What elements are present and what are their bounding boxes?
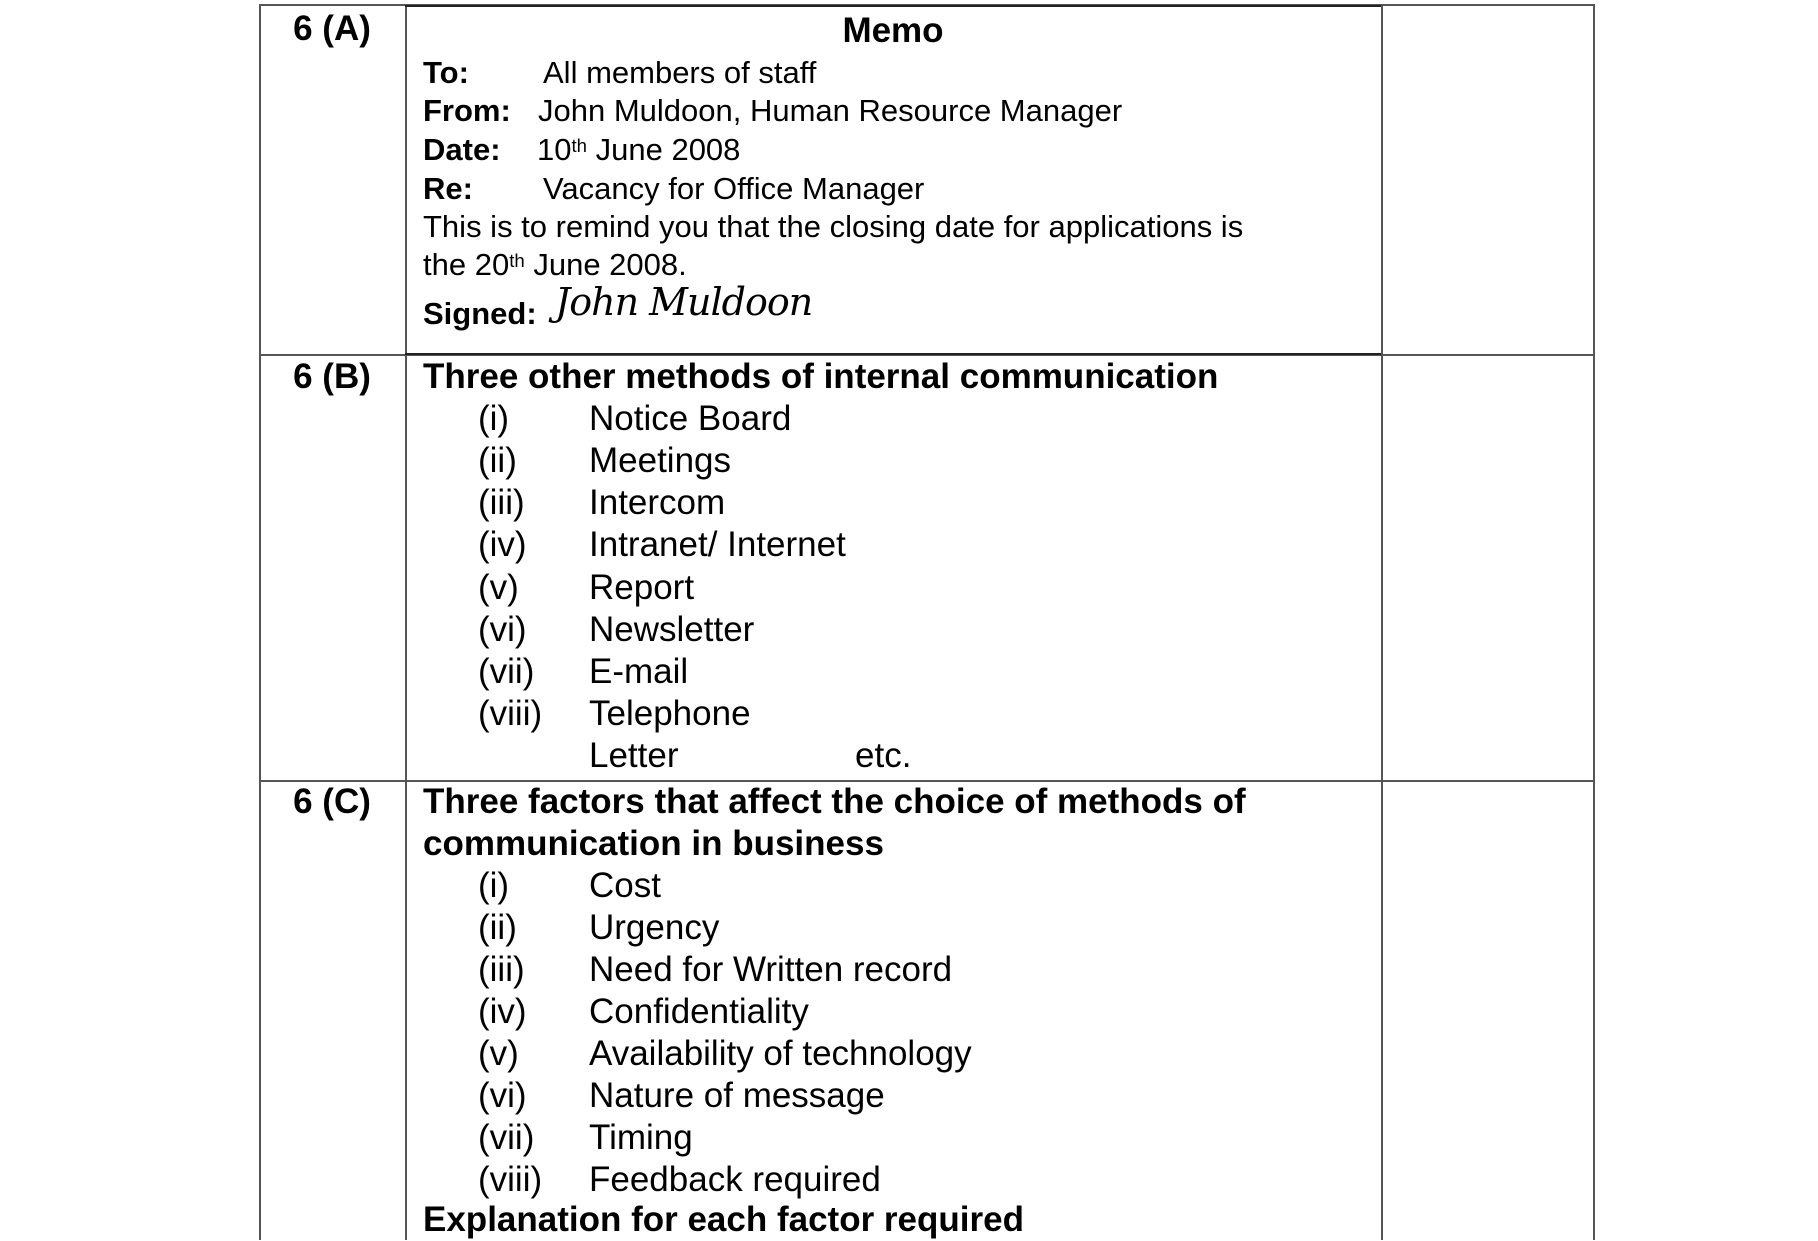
memo-box-top [405,5,1381,7]
list-item-label: Nature of message [589,1076,885,1115]
list-item-label: Notice Board [589,399,792,438]
list-item-number: (vi) [478,1076,527,1115]
memo-date-label: Date: [423,132,501,167]
memo-date-value [537,131,740,169]
list-item-number: (v) [478,1034,519,1073]
list-item-label: Telephone [589,694,751,733]
list-item-label: Urgency [589,908,720,947]
table-divider-content [1381,4,1383,1240]
list-item-number: (iv) [478,525,527,564]
list-item-number: (vi) [478,610,527,649]
memo-body-line-2-sup: th [509,250,525,271]
list-item-number: (vii) [478,652,535,691]
table-border-left [259,4,261,1240]
list-item-number: (viii) [478,694,543,733]
table-border-right [1593,4,1595,1240]
memo-box-bottom [405,353,1381,355]
question-number-a: 6 (A) [293,9,371,48]
section-b-heading: Three other methods of internal communication [423,357,1219,396]
memo-body-line-2 [423,246,687,284]
memo-re-value: Vacancy for Office Manager [543,171,925,206]
memo-re-label: Re: [423,171,473,206]
memo-from-label: From: [423,93,511,128]
list-item-label: Intercom [589,483,726,522]
question-number-c: 6 (C) [293,782,371,821]
list-item-label: Meetings [589,441,732,480]
list-item-label: Timing [589,1118,693,1157]
list-item-number: (viii) [478,1160,543,1199]
memo-body-line-2-pre: the 20 [423,247,510,282]
list-item-number: (i) [478,866,510,905]
memo-body-line-2-post: June 2008. [524,247,687,282]
list-item-number: (ii) [478,441,517,480]
memo-date-suffix: th [571,135,587,156]
list-item-label: Availability of technology [589,1034,972,1073]
memo-signature: John Muldoon [555,280,813,324]
list-item-number: (iv) [478,992,527,1031]
table-divider-qnum [405,4,407,1240]
list-item-number: (vii) [478,1118,535,1157]
list-item-label: Need for Written record [589,950,953,989]
list-item-label: Feedback required [589,1160,881,1199]
memo-date-rest: June 2008 [587,132,741,167]
section-c-footer: Explanation for each factor required [423,1200,1024,1239]
list-item-number: (i) [478,399,510,438]
list-item-number: (ii) [478,908,517,947]
memo-to-value: All members of staff [543,55,817,90]
list-item-etc: etc. [855,736,912,775]
memo-from-value: John Muldoon, Human Resource Manager [538,93,1123,128]
list-item-label: Report [589,568,695,607]
list-item-label: E-mail [589,652,689,691]
list-item-label: Intranet/ Internet [589,525,846,564]
list-item-number: (iii) [478,483,525,522]
list-item-label: Cost [589,866,661,905]
list-item-number: (v) [478,568,519,607]
memo-date-day: 10 [537,132,572,167]
question-number-b: 6 (B) [293,357,371,396]
memo-signed-label: Signed: [423,296,537,331]
list-item-number: (iii) [478,950,525,989]
memo-title: Memo [842,11,944,50]
memo-to-label: To: [423,55,469,90]
list-item-label-letter: Letter [589,736,679,775]
list-item-label: Confidentiality [589,992,809,1031]
memo-body-line-1: This is to remind you that the closing date for applications is [423,209,1244,244]
section-c-heading-line-2: communication in business [423,824,884,863]
list-item-label: Newsletter [589,610,755,649]
section-c-heading-line-1: Three factors that affect the choice of methods of [423,782,1246,821]
